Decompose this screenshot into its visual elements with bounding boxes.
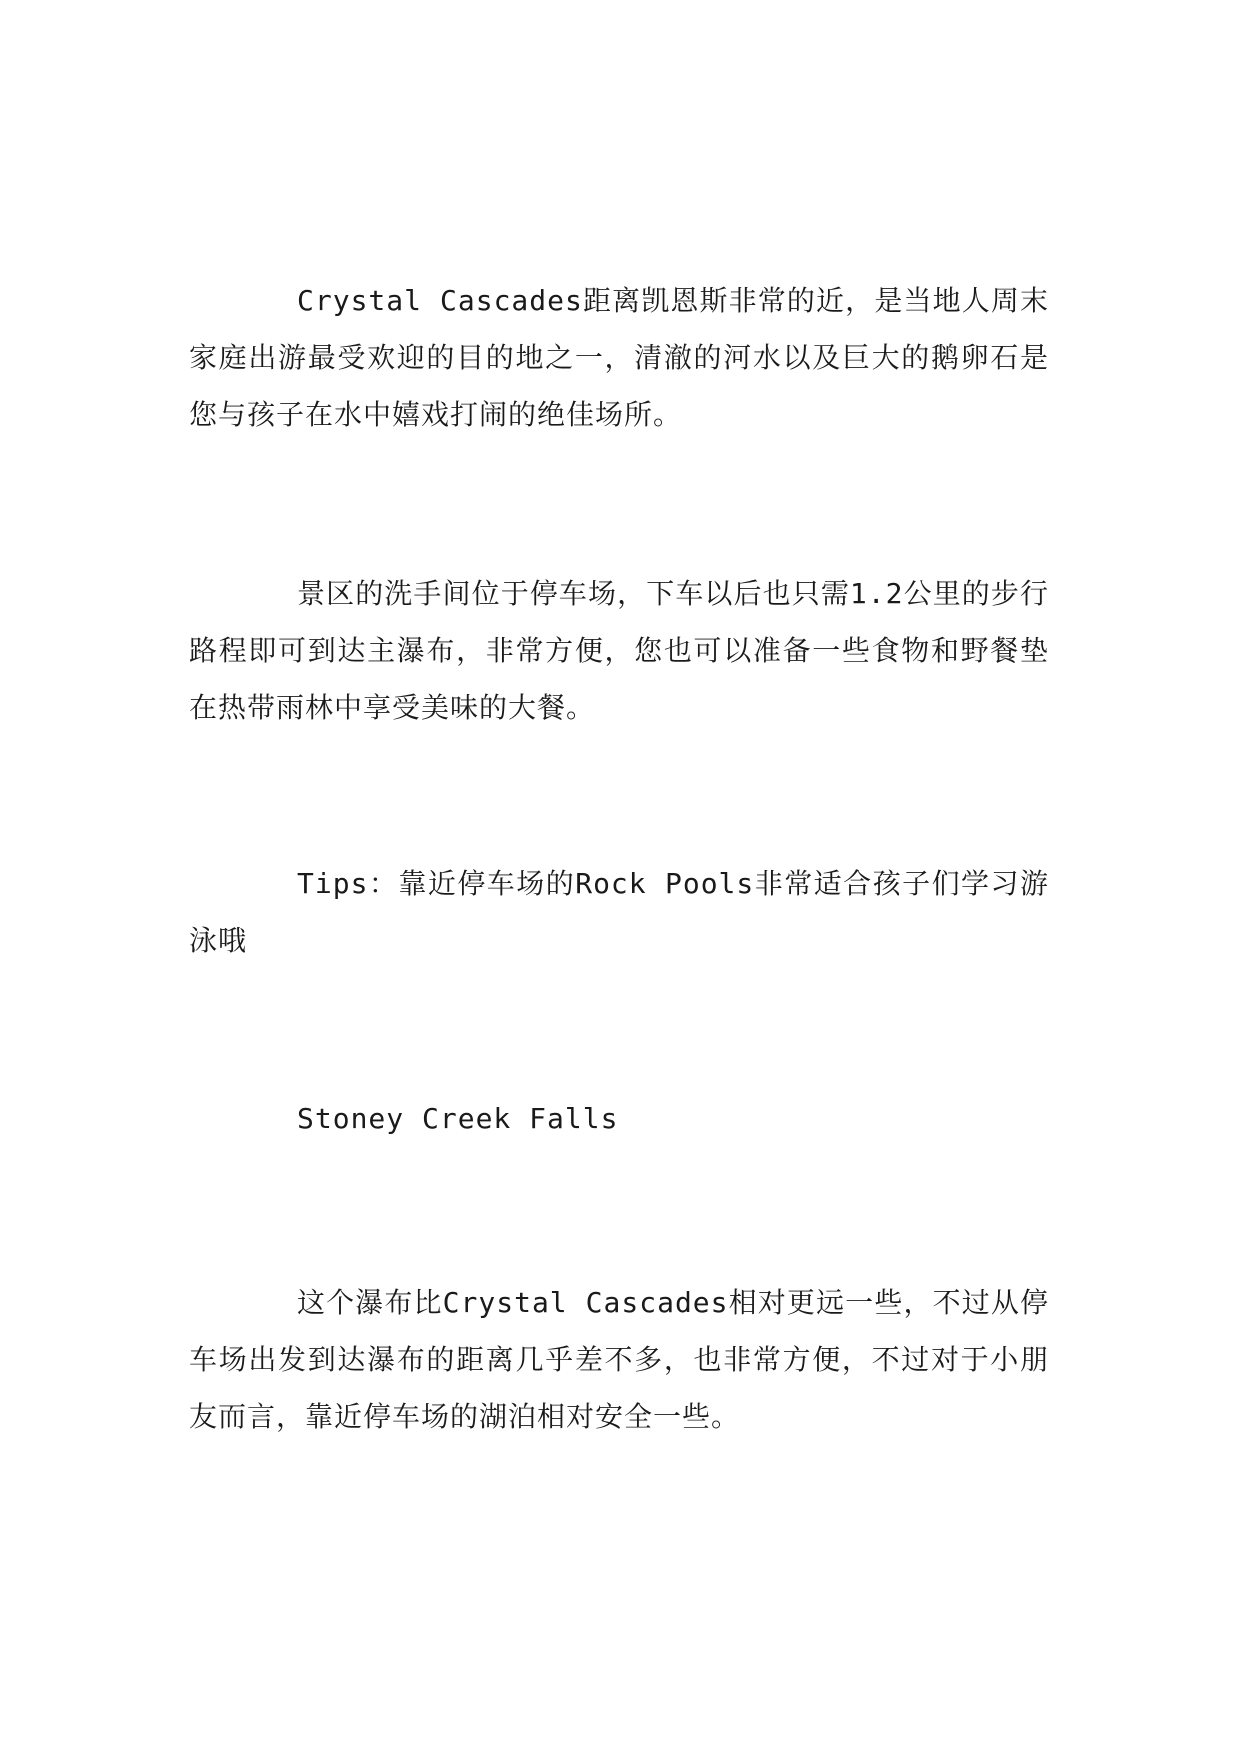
paragraph-tips: Tips：靠近停车场的Rock Pools非常适合孩子们学习游泳哦 (189, 867, 1049, 957)
paragraph-crystal-cascades-intro: Crystal Cascades距离凯恩斯非常的近，是当地人周末家庭出游最受欢迎的目的地之一，清澈的河水以及巨大的鹅卵石是您与孩子在水中嬉戏打闹的绝佳场所。 (189, 284, 1049, 431)
paragraph-restroom-and-walk: 景区的洗手间位于停车场，下车以后也只需1.2公里的步行路程即可到达主瀑布，非常方便，您也可以准备一些食物和野餐垫在热带雨林中享受美味的大餐。 (189, 577, 1049, 724)
paragraph-stoney-creek-description: 这个瀑布比Crystal Cascades相对更远一些，不过从停车场出发到达瀑布的距离几乎差不多，也非常方便，不过对于小朋友而言，靠近停车场的湖泊相对安全一些。 (189, 1286, 1049, 1433)
section-heading-stoney-creek-falls: Stoney Creek Falls (297, 1102, 619, 1135)
